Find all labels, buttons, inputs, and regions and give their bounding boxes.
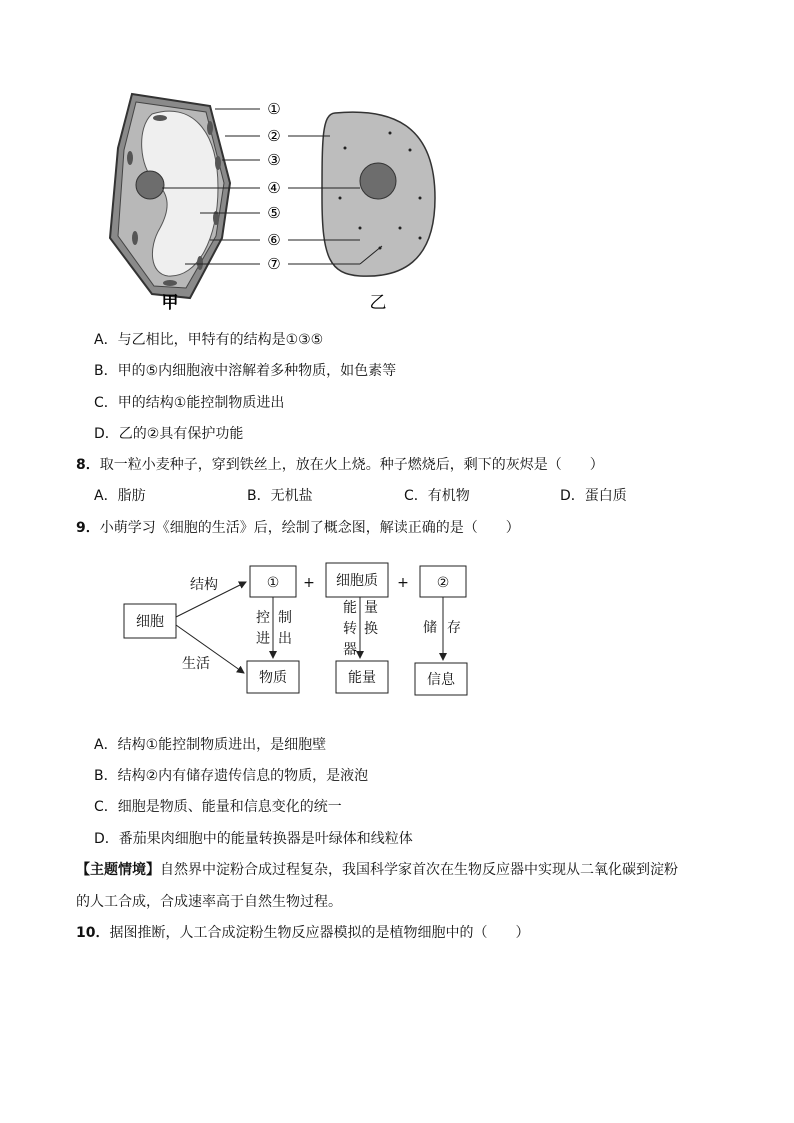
cm-box2: ② [436,575,450,591]
caption-plant: 甲 [161,293,179,313]
q8-option-c: C．有机物 [404,488,470,504]
cell-diagram-svg [90,88,450,318]
concept-map-svg [110,555,490,705]
q9-option-b: B．结构②内有储存遗传信息的物质，是液泡 [94,768,369,784]
theme-line-1 [76,860,678,880]
q10-stem: 据图推断，人工合成淀粉生物反应器模拟的是植物细胞中的（ ） [109,925,530,941]
cell-diagram [90,88,450,318]
cm-energy: 能量 [348,670,376,686]
q8-option-a: A．脂肪 [94,488,146,504]
chloroplast [207,121,213,135]
concept-map [110,555,490,705]
chloroplast [127,151,133,165]
animal-cell [322,112,435,276]
nucleus [136,171,164,199]
cm-energy-d: 换 [364,621,378,637]
animal-nucleus [360,163,396,199]
q9-option-c: C．细胞是物质、能量和信息变化的统一 [94,799,342,815]
q9-number: 9． [76,520,100,536]
cm-cell: 细胞 [136,614,164,630]
q8-stem: 取一粒小麦种子，穿到铁丝上，放在火上烧。种子燃烧后，剩下的灰烬是（ ） [99,457,604,473]
cm-box1: ① [266,575,280,591]
cm-energy-e: 器 [343,642,357,658]
cm-store-b: 存 [447,620,461,636]
label-4: ④ [267,179,281,197]
q8-option-d: D．蛋白质 [560,488,627,504]
chloroplast [132,231,138,245]
q9-stem: 小萌学习《细胞的生活》后，绘制了概念图，解读正确的是（ ） [99,520,520,536]
cm-energy-c: 转 [343,621,357,637]
q8-option-b: B．无机盐 [247,488,313,504]
theme-line-2: 的人工合成，合成速率高于自然生物过程。 [76,894,342,910]
cm-control-a: 控 [256,610,270,626]
cm-control-d: 出 [278,631,292,647]
cm-energy-a: 能 [343,600,357,616]
cm-control-b: 进 [256,631,270,647]
cm-energy-b: 量 [364,600,378,616]
q9-option-d: D．番茄果肉细胞中的能量转换器是叶绿体和线粒体 [94,831,413,847]
cm-cytoplasm: 细胞质 [336,573,378,589]
q7-option-b: B．甲的⑤内细胞液中溶解着多种物质，如色素等 [94,363,397,379]
label-6: ⑥ [267,231,281,249]
q7-option-c: C．甲的结构①能控制物质进出 [94,395,285,411]
label-3: ③ [267,151,281,169]
q10-number: 10． [76,925,110,941]
cm-info: 信息 [427,672,455,688]
chloroplast [215,156,221,170]
q8-question [76,455,604,475]
label-5: ⑤ [267,204,281,222]
theme-tag: 【主题情境】 [76,862,160,878]
label-1: ① [267,100,281,118]
cm-store-a: 储 [423,620,437,636]
plant-cell [110,94,230,298]
cm-life: 生活 [182,656,210,672]
cm-plus-2: + [397,575,409,591]
q9-question [76,518,520,538]
cm-control-c: 制 [278,610,292,626]
q7-option-d: D．乙的②具有保护功能 [94,426,244,442]
cm-structure: 结构 [190,577,218,593]
q9-option-a: A．结构①能控制物质进出，是细胞壁 [94,737,327,753]
chloroplast [163,280,177,286]
cm-plus-1: + [303,575,315,591]
q8-number: 8． [76,457,100,473]
chloroplast [197,256,203,270]
label-7: ⑦ [267,255,281,273]
cm-substance: 物质 [259,670,287,686]
label-2: ② [267,127,281,145]
chloroplast [153,115,167,121]
caption-animal: 乙 [369,293,387,313]
theme-text-1: 自然界中淀粉合成过程复杂，我国科学家首次在生物反应器中实现从二氧化碳到淀粉 [160,862,678,878]
q10-question [76,923,529,943]
q7-option-a: A．与乙相比，甲特有的结构是①③⑤ [94,332,324,348]
